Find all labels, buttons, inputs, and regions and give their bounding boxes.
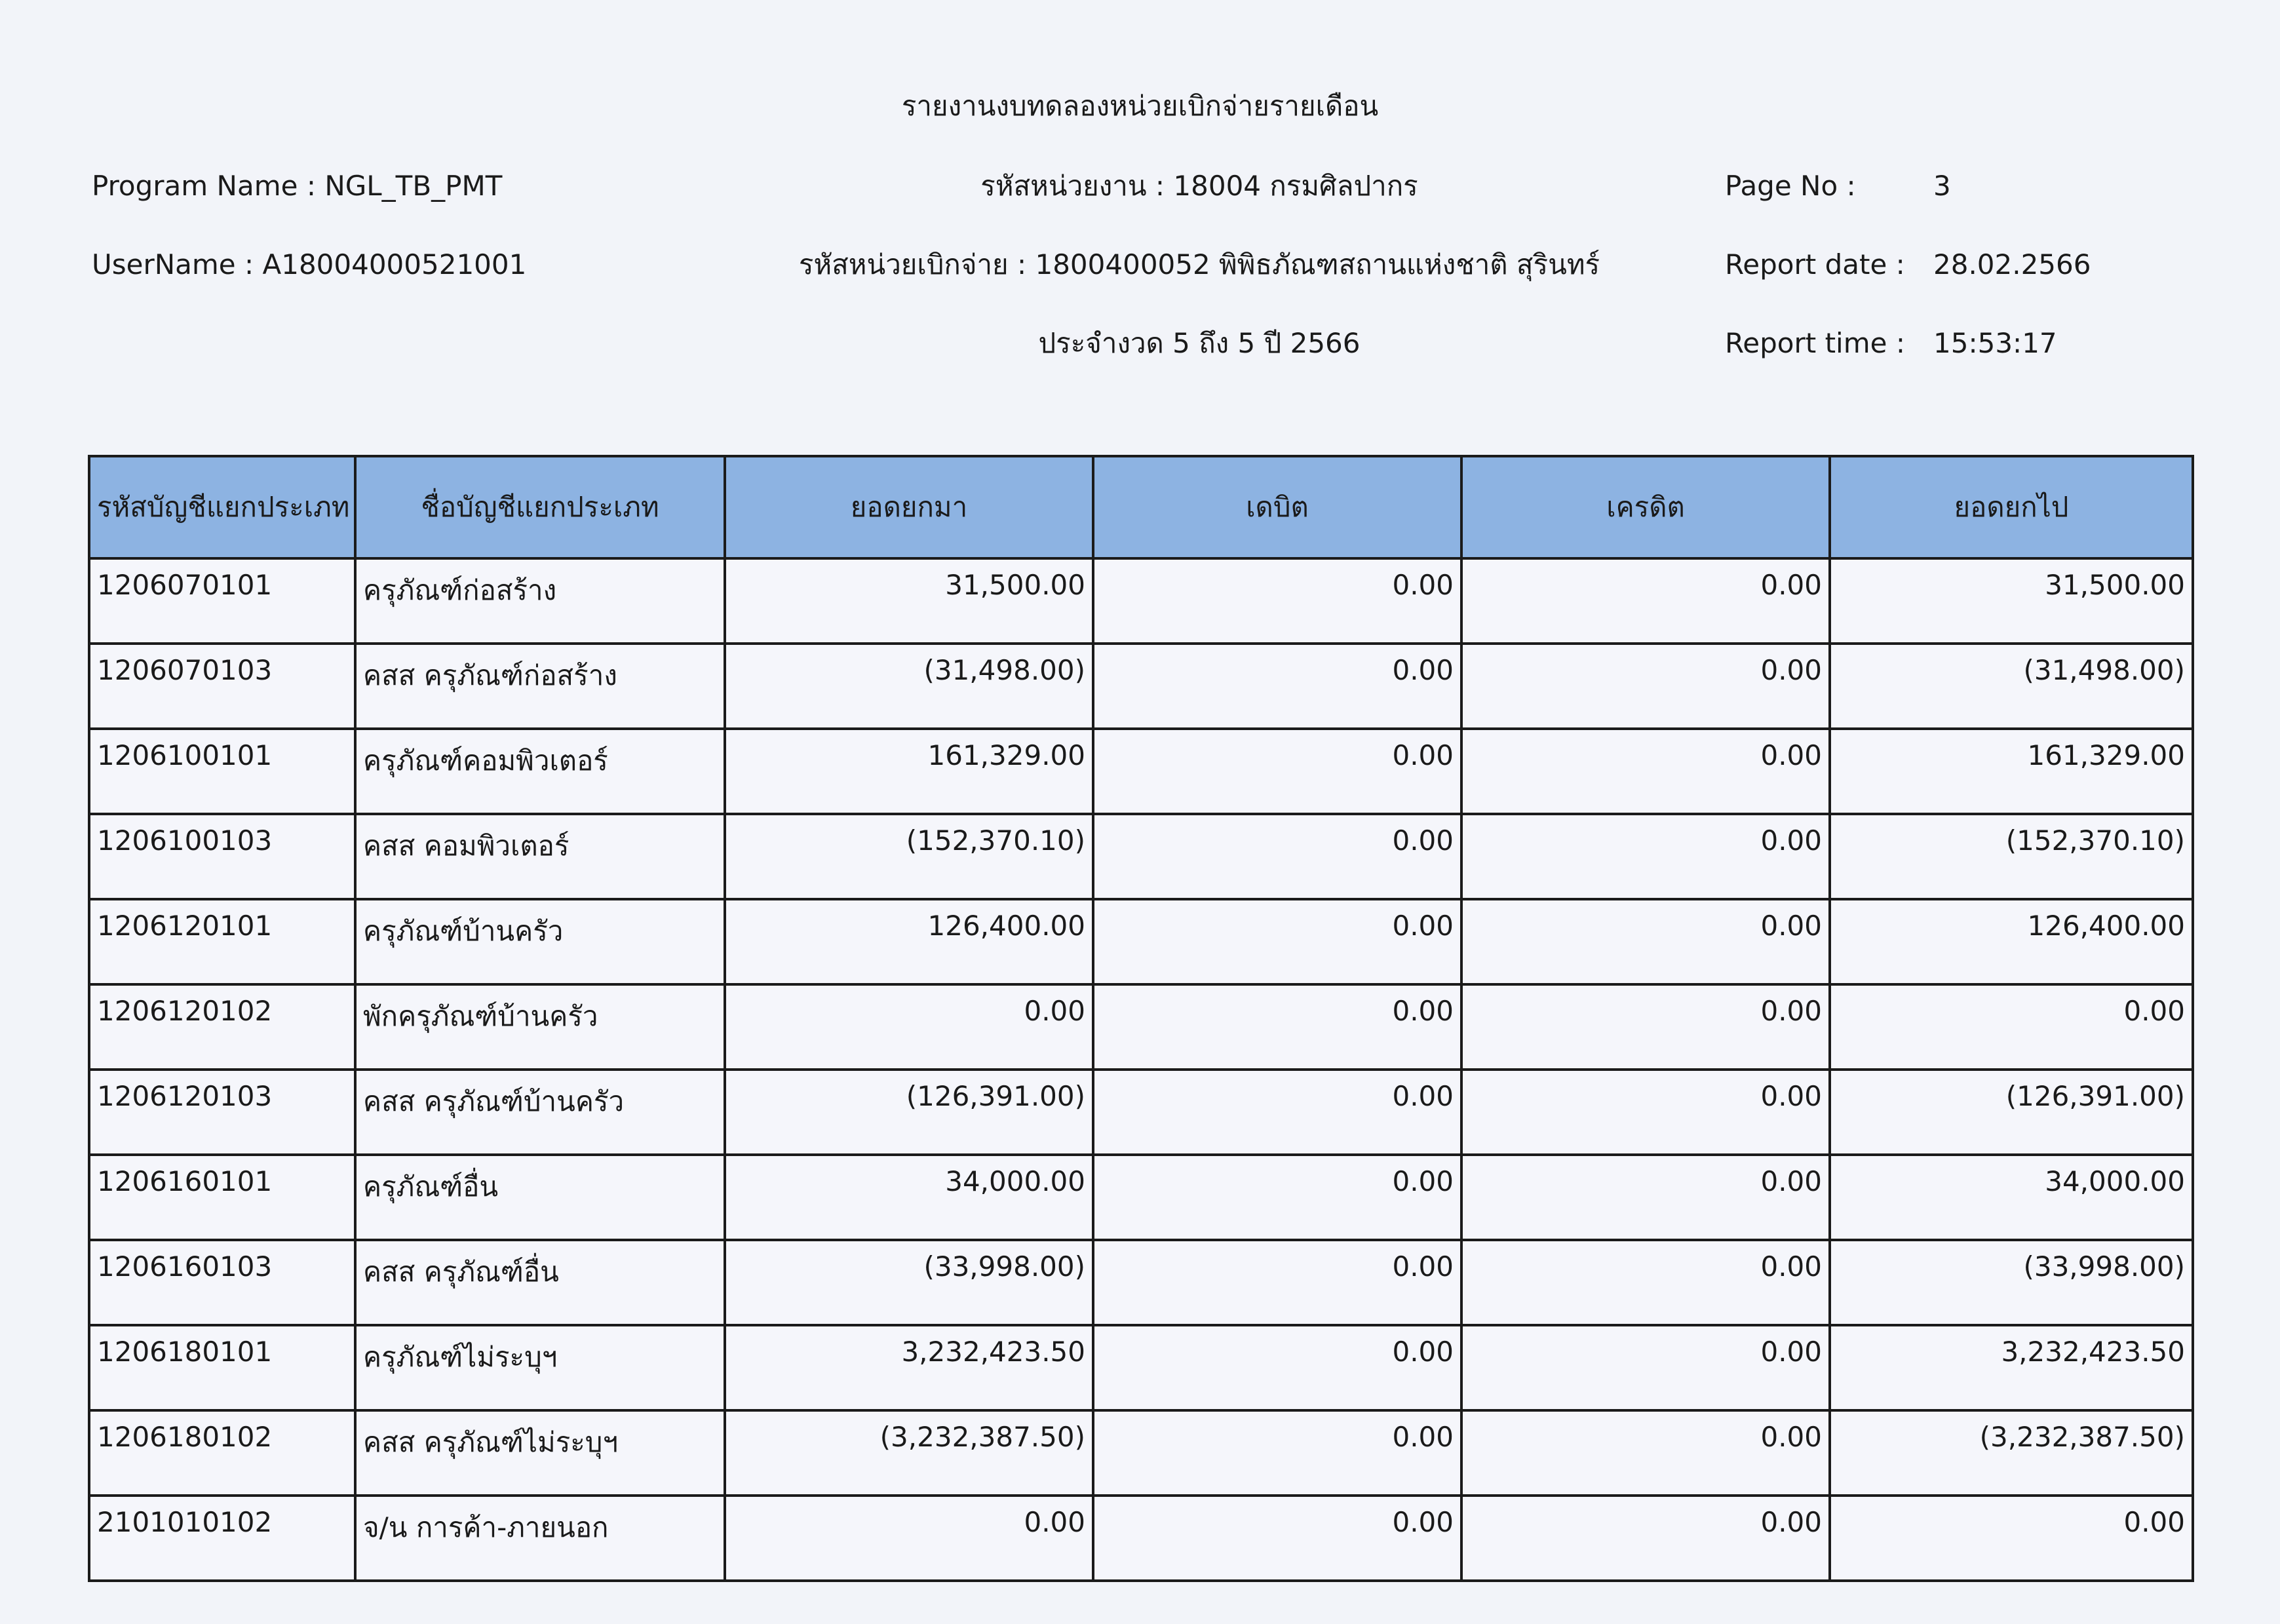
- cell-debit: 0.00: [1093, 1496, 1461, 1581]
- program-name: Program Name : NGL_TB_PMT: [92, 170, 503, 202]
- table-row: [89, 1325, 2193, 1410]
- table-row: [89, 1240, 2193, 1325]
- report-date-label: Report date :: [1725, 248, 1905, 280]
- table-header-row: [89, 456, 2193, 558]
- header-account-code: รหัสบัญชีแยกประเภท: [89, 456, 355, 558]
- cell-brought-forward: 34,000.00: [725, 1155, 1093, 1240]
- header-brought-forward: ยอดยกมา: [725, 456, 1093, 558]
- cell-debit: 0.00: [1093, 814, 1461, 899]
- cell-account-code: 1206180101: [89, 1325, 355, 1410]
- cell-account-name: คสส ครุภัณฑ์อื่น: [355, 1240, 725, 1325]
- cell-brought-forward: 3,232,423.50: [725, 1325, 1093, 1410]
- cell-credit: 0.00: [1461, 899, 1830, 984]
- table-row: [89, 984, 2193, 1070]
- cell-account-code: 1206160103: [89, 1240, 355, 1325]
- cell-debit: 0.00: [1093, 899, 1461, 984]
- table-row: [89, 729, 2193, 814]
- cell-carried-forward: 161,329.00: [1830, 729, 2193, 814]
- cell-account-code: 1206120102: [89, 984, 355, 1070]
- cell-account-code: 1206120103: [89, 1070, 355, 1155]
- cell-account-name: ครุภัณฑ์ก่อสร้าง: [355, 558, 725, 644]
- cell-carried-forward: (152,370.10): [1830, 814, 2193, 899]
- report-date-value: 28.02.2566: [1933, 248, 2091, 280]
- report-period: ประจำงวด 5 ถึง 5 ปี 2566: [1038, 327, 1361, 359]
- table-row: [89, 1410, 2193, 1496]
- cell-debit: 0.00: [1093, 1155, 1461, 1240]
- cell-account-name: คสส ครุภัณฑ์ไม่ระบุฯ: [355, 1410, 725, 1496]
- cell-account-name: คสส ครุภัณฑ์บ้านครัว: [355, 1070, 725, 1155]
- cell-account-code: 2101010102: [89, 1496, 355, 1581]
- header-account-name: ชื่อบัญชีแยกประเภท: [355, 456, 725, 558]
- cell-brought-forward: (126,391.00): [725, 1070, 1093, 1155]
- cell-account-code: 1206070103: [89, 644, 355, 729]
- cell-account-name: ครุภัณฑ์อื่น: [355, 1155, 725, 1240]
- cell-account-code: 1206160101: [89, 1155, 355, 1240]
- cell-credit: 0.00: [1461, 1155, 1830, 1240]
- table-row: [89, 1496, 2193, 1581]
- cell-credit: 0.00: [1461, 1240, 1830, 1325]
- cell-brought-forward: 0.00: [725, 984, 1093, 1070]
- cell-brought-forward: (33,998.00): [725, 1240, 1093, 1325]
- trial-balance-table: [88, 455, 2194, 1582]
- header-debit: เดบิต: [1093, 456, 1461, 558]
- cell-debit: 0.00: [1093, 558, 1461, 644]
- page-no-value: 3: [1933, 170, 1951, 202]
- cell-account-code: 1206180102: [89, 1410, 355, 1496]
- table-row: [89, 1070, 2193, 1155]
- report-time-value: 15:53:17: [1933, 327, 2057, 359]
- table-row: [89, 899, 2193, 984]
- cell-account-code: 1206070101: [89, 558, 355, 644]
- cell-carried-forward: 0.00: [1830, 1496, 2193, 1581]
- cell-credit: 0.00: [1461, 558, 1830, 644]
- header-carried-forward: ยอดยกไป: [1830, 456, 2193, 558]
- cell-debit: 0.00: [1093, 984, 1461, 1070]
- cell-credit: 0.00: [1461, 729, 1830, 814]
- cell-brought-forward: (3,232,387.50): [725, 1410, 1093, 1496]
- cell-brought-forward: 31,500.00: [725, 558, 1093, 644]
- report-title: รายงานงบทดลองหน่วยเบิกจ่ายรายเดือน: [901, 90, 1379, 122]
- header-credit: เครดิต: [1461, 456, 1830, 558]
- cell-account-code: 1206100103: [89, 814, 355, 899]
- cell-credit: 0.00: [1461, 1325, 1830, 1410]
- cell-credit: 0.00: [1461, 1410, 1830, 1496]
- cell-account-code: 1206120101: [89, 899, 355, 984]
- table-row: [89, 814, 2193, 899]
- cell-account-code: 1206100101: [89, 729, 355, 814]
- cell-credit: 0.00: [1461, 1496, 1830, 1581]
- cell-carried-forward: 34,000.00: [1830, 1155, 2193, 1240]
- cell-carried-forward: 0.00: [1830, 984, 2193, 1070]
- cell-debit: 0.00: [1093, 729, 1461, 814]
- cell-debit: 0.00: [1093, 1240, 1461, 1325]
- cell-debit: 0.00: [1093, 1325, 1461, 1410]
- cell-account-name: ครุภัณฑ์คอมพิวเตอร์: [355, 729, 725, 814]
- cell-carried-forward: 126,400.00: [1830, 899, 2193, 984]
- cell-carried-forward: (33,998.00): [1830, 1240, 2193, 1325]
- cell-brought-forward: 161,329.00: [725, 729, 1093, 814]
- table-row: [89, 558, 2193, 644]
- table-row: [89, 1155, 2193, 1240]
- page-no-label: Page No :: [1725, 170, 1856, 202]
- agency-code: รหัสหน่วยงาน : 18004 กรมศิลปากร: [980, 170, 1418, 202]
- user-name: UserName : A18004000521001: [92, 248, 527, 280]
- cell-account-name: ครุภัณฑ์ไม่ระบุฯ: [355, 1325, 725, 1410]
- cell-account-name: คสส คอมพิวเตอร์: [355, 814, 725, 899]
- cell-carried-forward: 3,232,423.50: [1830, 1325, 2193, 1410]
- cell-debit: 0.00: [1093, 644, 1461, 729]
- cell-credit: 0.00: [1461, 1070, 1830, 1155]
- cell-brought-forward: 0.00: [725, 1496, 1093, 1581]
- report-time-label: Report time :: [1725, 327, 1905, 359]
- cell-account-name: จ/น การค้า-ภายนอก: [355, 1496, 725, 1581]
- cell-carried-forward: (31,498.00): [1830, 644, 2193, 729]
- cell-carried-forward: (3,232,387.50): [1830, 1410, 2193, 1496]
- disbursing-unit: รหัสหน่วยเบิกจ่าย : 1800400052 พิพิธภัณฑสถานแห่งชาติ สุรินทร์: [798, 248, 1600, 280]
- cell-credit: 0.00: [1461, 644, 1830, 729]
- cell-brought-forward: (152,370.10): [725, 814, 1093, 899]
- table-row: [89, 644, 2193, 729]
- cell-debit: 0.00: [1093, 1070, 1461, 1155]
- cell-account-name: ครุภัณฑ์บ้านครัว: [355, 899, 725, 984]
- cell-debit: 0.00: [1093, 1410, 1461, 1496]
- cell-brought-forward: (31,498.00): [725, 644, 1093, 729]
- cell-carried-forward: (126,391.00): [1830, 1070, 2193, 1155]
- cell-credit: 0.00: [1461, 814, 1830, 899]
- cell-credit: 0.00: [1461, 984, 1830, 1070]
- cell-account-name: พักครุภัณฑ์บ้านครัว: [355, 984, 725, 1070]
- cell-account-name: คสส ครุภัณฑ์ก่อสร้าง: [355, 644, 725, 729]
- cell-carried-forward: 31,500.00: [1830, 558, 2193, 644]
- cell-brought-forward: 126,400.00: [725, 899, 1093, 984]
